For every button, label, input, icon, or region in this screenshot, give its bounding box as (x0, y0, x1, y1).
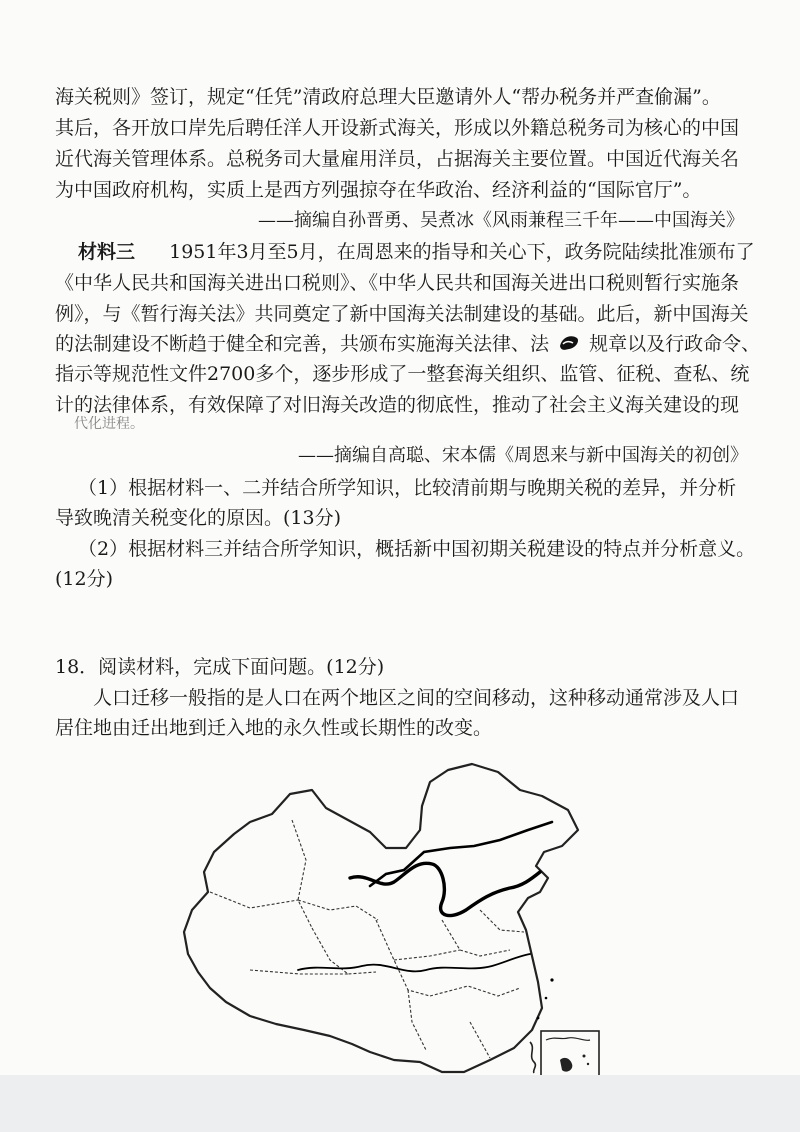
china-map (180, 760, 620, 1075)
inset-map-icon (540, 1030, 600, 1075)
question-18-line-2: 居住地由迁出地到迁入地的永久性或长期性的改变。 (55, 717, 493, 739)
yellow-river (350, 863, 540, 915)
question-2-line-2: (12分) (55, 568, 114, 590)
material3-line-6: 计的法律体系，有效保障了对旧海关改造的彻底性，推动了社会主义海关建设的现 (55, 394, 740, 416)
question-1-line-2: 导致晚清关税变化的原因。(13分) (55, 507, 342, 529)
material3-line-4a: 的法制建设不断趋于健全和完善，共颁布实施海关法律、法 (55, 333, 550, 355)
material3-line-2: 《中华人民共和国海关进出口税则》、《中华人民共和国海关进出口税则暂行实施条 (55, 272, 740, 294)
material3-line-7: 代化进程。 (74, 416, 144, 432)
material3-line-5: 指示等规范性文件2700多个，逐步形成了一整套海关组织、监管、征税、查私、统 (55, 363, 750, 385)
china-outline-map-icon (180, 760, 620, 1075)
material3-first-line (78, 239, 755, 265)
south-china-sea-inset (540, 1030, 600, 1075)
question-1-line-1: （1）根据材料一、二并结合所学知识，比较清前期与晚期关税的差异，并分析 (78, 477, 737, 499)
ink-blot-icon (557, 332, 581, 354)
material3-source: ——摘编自高聪、宋本儒《周恩来与新中国海关的初创》 (298, 445, 748, 466)
material3-line-1: 1951年3月至5月，在周恩来的指导和关心下，政务院陆续批准颁布了 (169, 241, 755, 263)
bottom-margin (0, 1075, 800, 1132)
material2-line-2: 其后，各开放口岸先后聘任洋人开设新式海关，形成以外籍总税务司为核心的中国 (55, 117, 740, 139)
material2-line-1: 海关税则》签订，规定“任凭”清政府总理大臣邀请外人“帮办税务并严查偷漏”。 (55, 86, 721, 108)
material3-line-4b: 规章以及行政命令、 (589, 333, 761, 355)
material3-line-4 (55, 331, 760, 357)
material2-line-4: 为中国政府机构，实质上是西方列强掠夺在华政治、经济利益的“国际官厅”。 (55, 179, 702, 201)
question-2-line-1: （2）根据材料三并结合所学知识，概括新中国初期关税建设的特点并分析意义。 (78, 538, 756, 560)
coastline-fragment-icon (526, 1040, 540, 1074)
material3-line-3: 例》，与《暂行海关法》共同奠定了新中国海关法制建设的基础。此后，新中国海关 (55, 303, 749, 325)
material3-label: 材料三 (78, 241, 136, 263)
question-18-line-1: 人口迁移一般指的是人口在两个地区之间的空间移动，这种移动通常涉及人口 (93, 687, 740, 709)
question-18-title: 18．阅读材料，完成下面问题。(12分) (55, 656, 385, 678)
material2-source: ——摘编自孙晋勇、吴煮冰《风雨兼程三千年——中国海关》 (258, 210, 744, 231)
national-border (184, 764, 578, 1072)
material2-line-3: 近代海关管理体系。总税务司大量雇用洋员，占据海关主要位置。中国近代海关名 (55, 148, 740, 170)
